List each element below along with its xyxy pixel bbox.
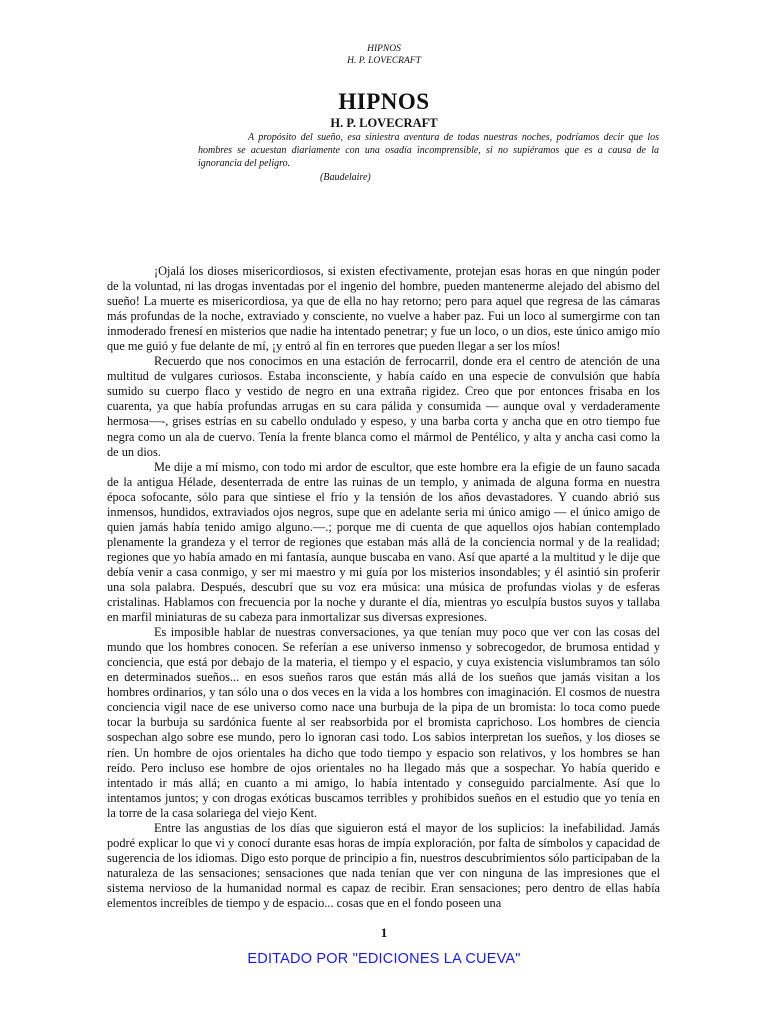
page-title: HIPNOS — [338, 89, 430, 114]
running-header-author: H. P. LOVECRAFT — [347, 56, 421, 66]
paragraph: Es imposible hablar de nuestras conversaciones, ya que tenían muy poco que ver con las cosas del mundo que los hombres conocen. Se referían a ese universo inmenso y sobrecogedor, de brumosa entidad y conciencia, que está por debajo de la materia, el tiempo y el espacio, y cuya existencia vislumbramos tan sólo en determinados sueños... en esos sueños raros que están más allá de los sueños que jamás visitan a los hombres ordinarios, y tan sólo una o dos veces en la vida a los hombres con imaginación. El cosmos de nuestra conciencia vigil nace de ese universo como nace una burbuja de la pipa de un bromista: lo toca como puede tocar la burbuja su sardónica fuente al ser reabsorbida por el bromista caprichoso. Los hombres de ciencia sospechan algo sobre ese mundo, pero lo ignoran casi todo. Los sabios interpretan los sueños, y los dioses se ríen. Un hombre de ojos orientales ha dicho que todo tiempo y espacio son relativos, y los hombres se han reído. Pero incluso ese hombre de ojos orientales no ha llegado más que a sospechar. Yo había querido e intentado ir más allá; en cuanto a mi amigo, lo había intentado y conseguido parcialmente. Así que lo intentamos juntos; y con drogas exóticas buscamos terribles y prohibidos sueños en el estudio que yo tenía en la torre de la casa solariega del viejo Kent. — [107, 625, 660, 820]
running-header — [0, 43, 768, 67]
page-number: 1 — [380, 925, 388, 940]
epigraph-attribution: (Baudelaire) — [320, 171, 371, 183]
epigraph-text: A propósito del sueño, esa siniestra aventura de todas nuestras noches, podríamos decir que los hombres se acuestan diariamente con una osadía incomprensible, si no supiéramos que es a causa de la ignorancia del peligro. — [198, 132, 659, 170]
paragraph: Entre las angustias de los días que siguieron está el mayor de los suplicios: la inefabilidad. Jamás podré explicar lo que vi y conocí durante esas horas de impía exploración, por falta de símbolos y capacidad de sugerencia de los idiomas. Digo esto porque de principio a fin, nuestros descubrimientos sólo participaban de la naturaleza de las sensaciones; sensaciones que nada tenían que ver con ninguna de las impresiones que el sistema nervioso de la humanidad normal es capaz de recibir. Eran sensaciones; pero dentro de ellas había elementos increíbles de tiempo y de espacio... cosas que en el fondo poseen una — [107, 820, 660, 910]
paragraph: Recuerdo que nos conocimos en una estación de ferrocarril, donde era el centro de atención de una multitud de vulgares curiosos. Estaba inconsciente, y había caído en una especie de convulsión que había sumido su cuerpo flaco y vestido de negro en una extraña rigidez. Creo que por entonces frisaba en los cuarenta, ya que había profundas arrugas en su cara pálida y consumida — aunque oval y verdaderamente hermosa—-, grises estrías en su cabello ondulado y espeso, y una barba corta y ancha que en otro tiempo fue negra como un ala de cuervo. Tenía la frente blanca como el mármol de Pentélico, y alta y ancha casi como la de un dios. — [107, 354, 660, 459]
running-header-title: HIPNOS — [367, 44, 401, 54]
epigraph — [198, 131, 659, 184]
story-body — [107, 264, 660, 911]
author-name: H. P. LOVECRAFT — [330, 116, 438, 130]
footer-credit: EDITADO POR "EDICIONES LA CUEVA" — [247, 951, 521, 967]
paragraph: ¡Ojalá los dioses misericordiosos, si existen efectivamente, protejan esas horas en que ningún poder de la voluntad, ni las drogas inventadas por el ingenio del hombre, pueden mantenerme alejado del abismo del sueño! La muerte es misericordiosa, ya que de ella no hay retorno; pero para aquel que regresa de las cámaras más profundas de la noche, extraviado y consciente, no vuelve a haber paz. Fui un loco al sumergirme con tan inmoderado frenesí en misterios que nadie ha intentado penetrar; y fue un loco, o un dios, este único amigo mío que me guió y fue delante de mí, ¡y entró al fin en terrores que pueden llegar a ser los míos! — [107, 264, 660, 354]
paragraph: Me dije a mí mismo, con todo mi ardor de escultor, que este hombre era la efigie de un fauno sacada de la antigua Hélade, desenterrada de entre las ruinas de un templo, y animada de alguna forma en nuestra época sofocante, sólo para que sintiese el frío y la tensión de los años devastadores. Y cuando abrió sus inmensos, hundidos, extraviados ojos negros, supe que en adelante seria mi único amigo — el único amigo de quien jamás había tenido amigo alguno.—.; porque me di cuenta de que aquellos ojos habían contemplado plenamente la grandeza y el terror de regiones que estaban más allá de la conciencia normal y de la realidad; regiones que yo había amado en mi fantasía, aunque buscaba en vano. Así que aparté a la multitud y le dije que debía venir a casa conmigo, y ser mi maestro y mi guía por los misterios insondables; y él asintió sin proferir una sola palabra. Después, descubrí que su voz era música: una música de profundas violas y de esferas cristalinas. Hablamos con frecuencia por la noche y durante el día, mientras yo esculpía bustos suyos y tallaba en marfil miniaturas de su cabeza para inmortalizar sus diversas expresiones. — [107, 459, 660, 625]
